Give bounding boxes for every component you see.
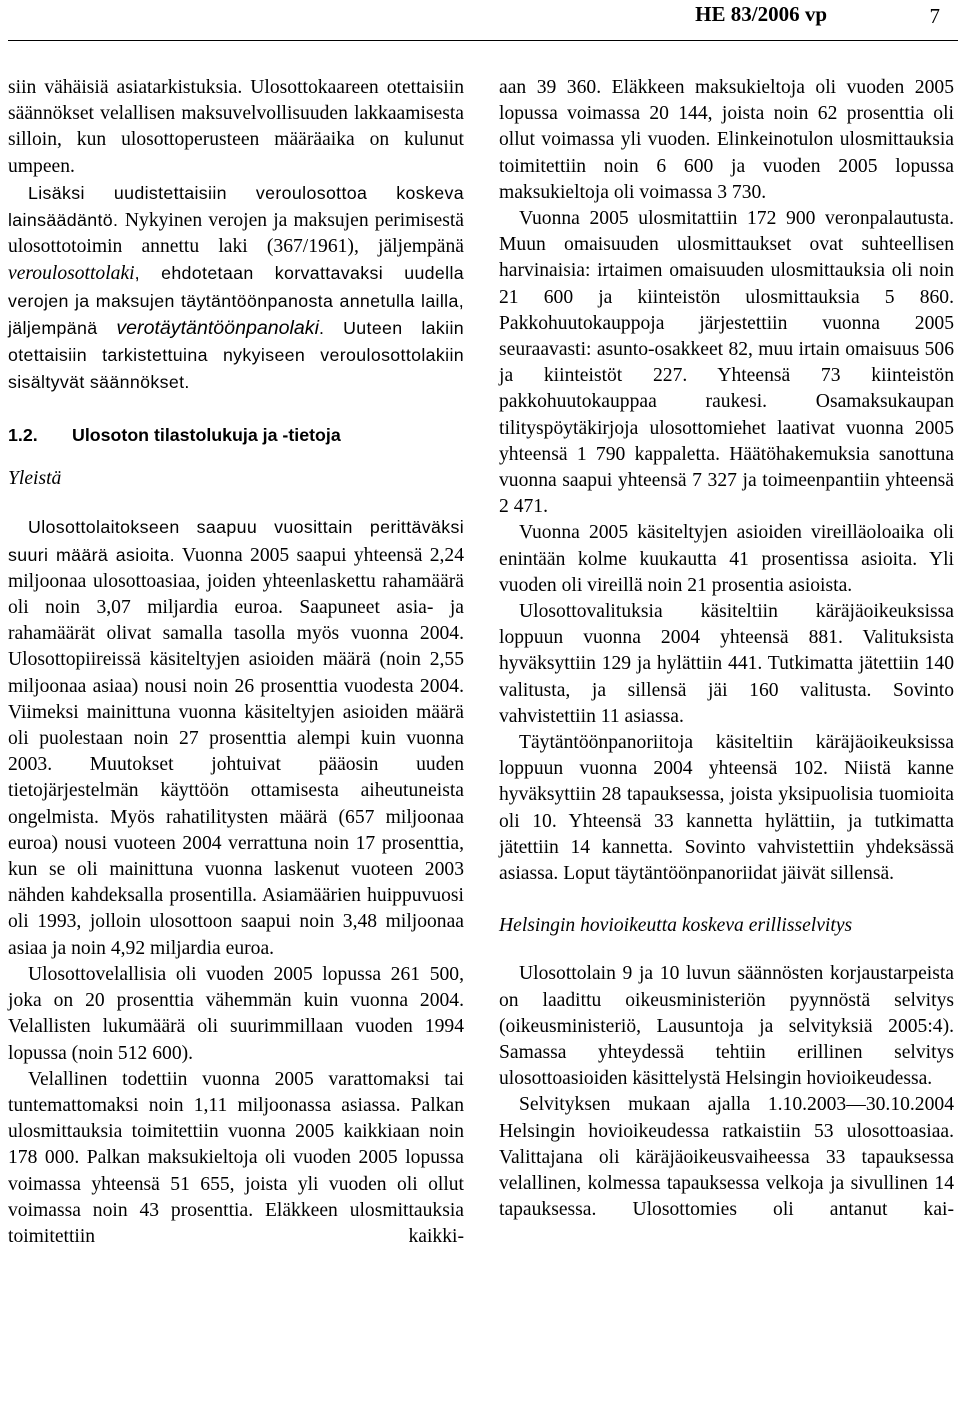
paragraph: Ulosottolain 9 ja 10 luvun säännösten korjaustarpeista on laadittu oikeusministeriön pyynnöstä selvitys (oikeusministeriö, Lausuntoja ja selvityksiä 2005:4). Samassa yhteydessä tehtiin erillinen selvitys ulosottoasioiden käsittelystä Helsingin hovioikeudessa. [499, 963, 954, 1090]
paragraph: Selvityksen mukaan ajalla 1.10.2003—30.10.2004 Helsingin hovioikeudessa ratkaistiin 53 ulosottoasiaa. Valittajana oli käräjäoikeusvaiheessa 33 tapauksessa velallinen, kolmessa tapauksessa velkoja ja sivullinen 14 tapauksessa. Ulosottomies oli antanut kai- [499, 1094, 954, 1221]
right-column [499, 75, 954, 1223]
page-number: 7 [929, 4, 940, 28]
paragraph: Vuonna 2005 ulosmitattiin 172 900 veronpalautusta. Muun omaisuuden ulosmittaukset ovat suhteellisen harvinaisia: irtaimen omaisuuden ulosmittauksia oli noin 21 600 ja kiinteistön ulosmittauksia 5 860. Pakkohuutokauppoja järjestettiin vuonna 2005 seuraavasti: asunto-osakkeet 82, muu irtain omaisuus 506 ja kiinteistöt 227. Yhteensä 73 kiinteistön pakkohuutokauppaa raukesi. Osamaksukaupan tilityspöytäkirjoja ulosottomiehet laativat vuonna 2005 yhteensä 1 790 kappaletta. Häätöhakemuksia sanottuna vuonna saapui yhteensä 7 327 ja toimeenpantiin yhteensä 2 471. [499, 208, 954, 518]
paragraph: Täytäntöönpanoriitoja käsiteltiin käräjäoikeuksissa loppuun vuonna 2004 yhteensä 102. Niistä kanne hyväksyttiin 28 tapauksessa, joista yksipuolisia tuomioita oli 10. Yhteensä 33 kannetta hylättiin, ja tutkimatta jätettiin 14 kannetta. Sovinto vahvistettiin yhdeksässä asiassa. Loput täytäntöönpanoriidat jäivät sillensä. [499, 732, 954, 885]
paragraph-text: . Uuteen lakiin otettaisiin tarkistettuina nykyiseen veroulosottolakiin sisältyvät säännökset. [8, 317, 464, 393]
paragraph-text: Ulosottolaitokseen saapuu vuosittain perittäväksi suuri määrä asioita. [8, 517, 464, 565]
section-number: 1.2. [8, 425, 38, 446]
page-header [0, 0, 960, 46]
header-rule [8, 40, 958, 41]
paragraph: aan 39 360. Eläkkeen maksukieltoja oli vuoden 2005 lopussa voimassa 20 144, joista noin 62 prosenttia oli ollut voimassa yli vuoden. Elinkeinotulon ulosmittauksia toimitettiin noin 6 600 ja vuoden 2005 lopussa maksukieltoja oli voimassa 3 730. [499, 77, 954, 203]
paragraph: Vuonna 2005 käsiteltyjen asioiden vireilläoloaika oli enintään kolme kuukautta 41 prosentissa asioita. Yli vuoden oli vireillä noin 21 prosentia asioista. [499, 522, 954, 596]
paragraph: Velallinen todettiin vuonna 2005 varattomaksi tai tuntemattomaksi noin 1,11 miljoonassa asiassa. Palkan ulosmittauksia toimitettiin vuonna 2005 kaikkiaan noin 178 000. Palkan maksukieltoja oli vuoden 2005 lopussa voimassa yhteensä 51 655, joista yli vuoden oli ollut voimassa noin 43 prosenttia. Eläkkeen ulosmittauksia toimitettiin kaikki- [8, 1068, 464, 1247]
left-column [8, 75, 464, 1250]
paragraph-text: Vuonna 2005 saapui yhteensä 2,24 miljoonaa ulosottoasiaa, joiden yhteenlaskettu rahamäärä oli noin 3,07 miljardia euroa. Saapuneet asia- ja rahamäärät olivat samalla tasolla myös vuonna 2004. Ulosottopiireissä käsiteltyjen asioiden määrä (noin 2,55 miljoonaa asiaa) nousi noin 26 prosenttia vuodesta 2004. Viimeksi mainittuna vuonna käsiteltyjen asioiden määrä oli puolestaan noin 27 prosenttia alempi kuin vuonna 2003. Muutokset johtuivat pääosin uuden tietojärjestelmän käyttöön ottamisesta aiheutuneista ongelmista. Myös rahatilitysten määrä (657 miljoonaa euroa) nousi vuoteen 2004 verrattuna noin 17 prosenttia, kun se oli mainittuna vuonna laskenut vuoteen 2003 nähden kahdeksalla prosentilla. Asiamäärien huippuvuosi oli 1993, jolloin ulosottoon saapui noin 3,48 miljoonaa asiaa ja noin 4,92 miljardia euroa. [8, 544, 464, 959]
paragraph [8, 514, 464, 961]
emphasis-text: verotäytäntöönpanolaki [116, 316, 319, 339]
emphasis-text: veroulosottolaki [8, 263, 135, 285]
document-id: HE 83/2006 vp [695, 2, 827, 26]
paragraph: siin vähäisiä asiatarkistuksia. Ulosottokaareen otettaisiin säännökset velallisen maksuvelvollisuuden lakkaamisesta silloin, kun ulosottoperusteen määräaika on kulunut umpeen. [8, 77, 464, 177]
paragraph-text: Lisäksi uudistettaisiin veroulosottoa koskeva lainsäädäntö. [8, 182, 464, 231]
section-title: Ulosoton tilastolukuja ja -tietoja [72, 425, 341, 446]
paragraph-text: Nykyinen verojen ja maksujen perimisestä ulosottotoimin annettu laki (367/1961), jäljempänä [8, 210, 465, 258]
section-heading [8, 422, 464, 448]
paragraph-text: , ehdotetaan korvattavaksi uudella verojen ja maksujen täytäntöönpanosta annetulla lailla, jäljempänä [8, 263, 464, 338]
paragraph: Ulosottovelallisia oli vuoden 2005 lopussa 261 500, joka on 20 prosenttia vähemmän kuin vuonna 2004. Velallisten lukumäärä oli suurimmillaan vuoden 1994 lopussa (noin 512 600). [8, 963, 464, 1064]
paragraph: Ulosottovalituksia käsiteltiin käräjäoikeuksissa loppuun vuonna 2004 yhteensä 881. Valituksista hyväksyttiin 129 ja hylättiin 441. Tutkimatta jätettiin 140 valitusta, ja sillensä jäi 160 valitusta. Sovinto vahvistettiin 11 asiassa. [499, 601, 954, 727]
paragraph [8, 180, 464, 397]
subheading: Helsingin hovioikeutta koskeva erillisselvitys [499, 915, 853, 937]
subheading: Yleistä [8, 468, 62, 490]
